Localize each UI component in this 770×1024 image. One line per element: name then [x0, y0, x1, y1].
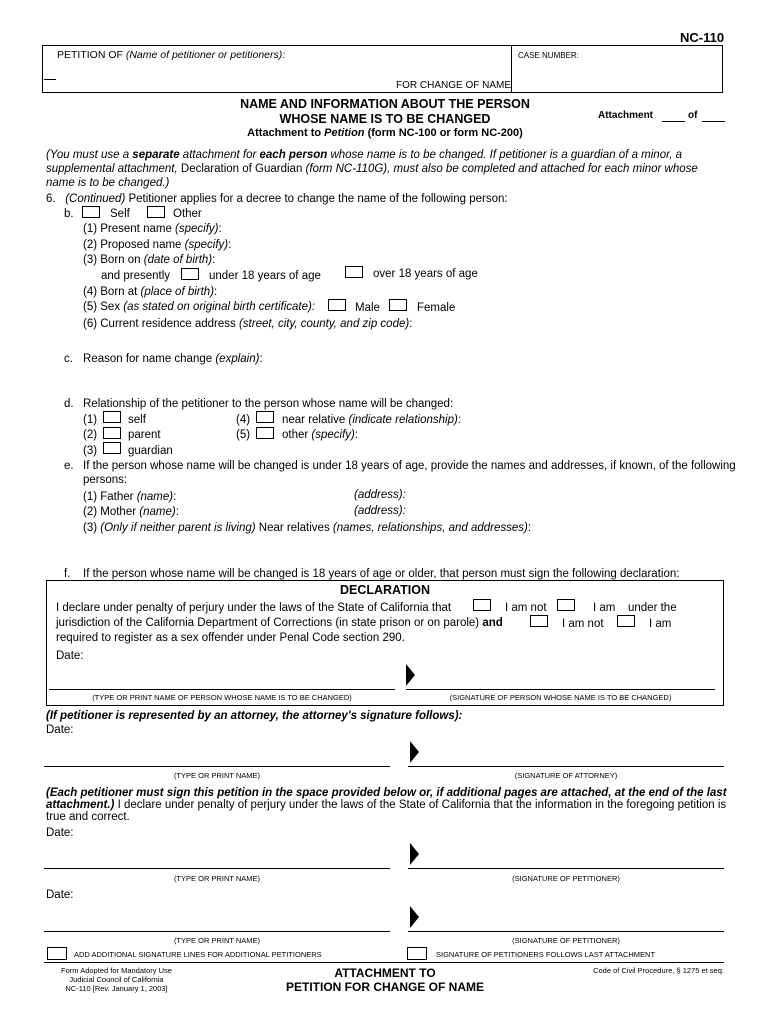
footer-adopted-2: Judicial Council of California	[69, 975, 164, 984]
male-checkbox[interactable]	[328, 299, 346, 311]
item-c-label: c.	[64, 353, 73, 365]
footer-adopted-3: NC-110 [Rev. January 1, 2003]	[65, 984, 168, 993]
father-label: (1) Father (name):	[83, 491, 177, 503]
declaration-am-checkbox-2[interactable]	[617, 615, 635, 627]
attachment-number-field[interactable]	[662, 121, 685, 122]
residence-label: (6) Current residence address (street, city, county, and zip code):	[83, 318, 413, 330]
footer-adopted-1: Form Adopted for Mandatory Use	[61, 966, 172, 975]
add-signature-lines-label: ADD ADDITIONAL SIGNATURE LINES FOR ADDITIONAL PETITIONERS	[74, 950, 322, 959]
rel-guardian-label: guardian	[128, 445, 173, 457]
declaration-am-not-checkbox-2[interactable]	[530, 615, 548, 627]
attorney-date-label: Date:	[46, 724, 74, 736]
attorney-name-line[interactable]	[44, 766, 390, 767]
footer-code: Code of Civil Procedure, § 1275 et seq.	[593, 966, 724, 975]
declaration-am-label-1: I am	[593, 602, 616, 614]
instructions-line1: (You must use a separate attachment for each person whose name is to be changed. If petitioner is a guardian of a minor, a	[46, 149, 683, 161]
declaration-date-label: Date:	[56, 650, 84, 662]
under-18-label: under 18 years of age	[209, 270, 321, 282]
female-checkbox[interactable]	[389, 299, 407, 311]
footer-title-2: PETITION FOR CHANGE OF NAME	[286, 980, 484, 994]
rel-parent-checkbox[interactable]	[103, 427, 121, 439]
item-f-label: f.	[64, 568, 71, 580]
rel3-num: (3)	[83, 445, 98, 457]
other-label: Other	[173, 208, 202, 220]
mother-address-label: (address):	[354, 505, 406, 517]
declaration-line1: I declare under penalty of perjury under the laws of the State of California that	[56, 602, 452, 614]
petitioner-date-label-1: Date:	[46, 827, 74, 839]
declaration-am-not-label-2: I am not	[562, 618, 604, 630]
rel5-num: (5)	[236, 429, 251, 441]
footer-rule	[44, 962, 724, 963]
item-d-label: d.	[64, 398, 74, 410]
petitioner-signature-caption-2: (SIGNATURE OF PETITIONER)	[512, 936, 620, 945]
item-b-label: b.	[64, 208, 74, 220]
attorney-heading: (If petitioner is represented by an attorney, the attorney's signature follows):	[46, 710, 463, 722]
rel2-num: (2)	[83, 429, 98, 441]
rel-guardian-checkbox[interactable]	[103, 442, 121, 454]
male-label: Male	[355, 302, 380, 314]
petitioner-signature-line-2[interactable]	[408, 931, 724, 932]
rel-other-checkbox[interactable]	[256, 427, 274, 439]
declaration-line2: jurisdiction of the California Department of Corrections (in state prison or on parole) and	[56, 617, 503, 629]
sign-here-arrow-icon	[406, 664, 415, 686]
instructions-line2: supplemental attachment, Declaration of Guardian (form NC-110G), must also be completed and attached for each minor whose	[46, 163, 698, 175]
petitioner-signature-line-1[interactable]	[408, 868, 724, 869]
sex-label: (5) Sex (as stated on original birth certificate):	[83, 301, 316, 313]
other-checkbox[interactable]	[147, 206, 165, 218]
declaration-am-not-label-1: I am not	[505, 602, 547, 614]
declaration-am-checkbox-1[interactable]	[557, 599, 575, 611]
item-f-text: If the person whose name will be changed is 18 years of age or older, that person must sign the following declaration:	[83, 568, 680, 580]
reason-label: Reason for name change (explain):	[83, 353, 263, 365]
over-18-label: over 18 years of age	[373, 268, 478, 280]
caption-dash	[44, 79, 56, 80]
born-on-label: (3) Born on (date of birth):	[83, 254, 216, 266]
title-line2: WHOSE NAME IS TO BE CHANGED	[279, 112, 491, 126]
declaration-signature-line[interactable]	[406, 689, 715, 690]
present-name-label: (1) Present name (specify):	[83, 223, 222, 235]
proposed-name-label: (2) Proposed name (specify):	[83, 239, 232, 251]
petition-of-label: PETITION OF (Name of petitioner or petitioners):	[57, 49, 286, 61]
petitioner-name-line-1[interactable]	[44, 868, 390, 869]
footer-title-1: ATTACHMENT TO	[334, 966, 436, 980]
self-label: Self	[110, 208, 130, 220]
rel-near-relative-label: near relative (indicate relationship):	[282, 414, 461, 426]
declaration-title: DECLARATION	[339, 583, 431, 597]
item-e-text2: persons:	[83, 474, 128, 486]
petitioner-sign-arrow-icon-1	[410, 843, 419, 865]
signature-follows-checkbox[interactable]	[407, 947, 427, 960]
case-number-label: CASE NUMBER:	[518, 51, 579, 60]
mother-label: (2) Mother (name):	[83, 506, 179, 518]
caption-divider	[511, 45, 512, 93]
petitioner-name-caption-1: (TYPE OR PRINT NAME)	[173, 874, 261, 883]
add-signature-lines-checkbox[interactable]	[47, 947, 67, 960]
declaration-name-caption: (TYPE OR PRINT NAME OF PERSON WHOSE NAME IS TO BE CHANGED)	[92, 693, 352, 702]
attachment-label: Attachment	[598, 110, 654, 121]
declaration-name-line[interactable]	[49, 689, 395, 690]
of-label: of	[688, 110, 698, 121]
declaration-am-label-2: I am	[649, 618, 672, 630]
attachment-total-field[interactable]	[702, 121, 725, 122]
petitioner-heading3: true and correct.	[46, 811, 130, 823]
signature-follows-label: SIGNATURE OF PETITIONERS FOLLOWS LAST ATTACHMENT	[436, 950, 656, 959]
item-e-label: e.	[64, 460, 74, 472]
for-change-label: FOR CHANGE OF NAME	[396, 80, 512, 91]
rel1-num: (1)	[83, 414, 98, 426]
attorney-signature-line[interactable]	[408, 766, 724, 767]
under-18-checkbox[interactable]	[181, 268, 199, 280]
declaration-signature-caption: (SIGNATURE OF PERSON WHOSE NAME IS TO BE CHANGED)	[449, 693, 672, 702]
declaration-under-the: under the	[628, 602, 677, 614]
rel-near-relative-checkbox[interactable]	[256, 411, 274, 423]
declaration-line3: required to register as a sex offender under Penal Code section 290.	[56, 632, 405, 644]
petitioner-heading2: attachment.) I declare under penalty of perjury under the laws of the State of California that the information in the foregoing petition is	[46, 799, 727, 811]
relationship-label: Relationship of the petitioner to the person whose name will be changed:	[83, 398, 454, 410]
and-presently-label: and presently	[101, 270, 171, 282]
form-id: NC-110	[680, 30, 725, 45]
born-at-label: (4) Born at (place of birth):	[83, 286, 218, 298]
declaration-am-not-checkbox-1[interactable]	[473, 599, 491, 611]
near-relatives-label: (3) (Only if neither parent is living) Near relatives (names, relationships, and addresses):	[83, 522, 532, 534]
attorney-signature-caption: (SIGNATURE OF ATTORNEY)	[514, 771, 618, 780]
title-attachment: Attachment to Petition (form NC-100 or form NC-200)	[247, 127, 523, 139]
rel-parent-label: parent	[128, 429, 161, 441]
self-checkbox[interactable]	[82, 206, 100, 218]
attorney-sign-arrow-icon	[410, 741, 419, 763]
petitioner-signature-caption-1: (SIGNATURE OF PETITIONER)	[512, 874, 620, 883]
rel-other-label: other (specify):	[282, 429, 359, 441]
petitioner-name-caption-2: (TYPE OR PRINT NAME)	[173, 936, 261, 945]
item6-heading: 6. (Continued) Petitioner applies for a decree to change the name of the following person:	[46, 193, 508, 205]
instructions-line3: name is to be changed.)	[46, 177, 170, 189]
rel4-num: (4)	[236, 414, 251, 426]
over-18-checkbox[interactable]	[345, 266, 363, 278]
petitioner-name-line-2[interactable]	[44, 931, 390, 932]
rel-self-checkbox[interactable]	[103, 411, 121, 423]
item-e-text1: If the person whose name will be changed is under 18 years of age, provide the names and addresses, if known, of the following	[83, 460, 736, 472]
attorney-name-caption: (TYPE OR PRINT NAME)	[173, 771, 261, 780]
petitioner-date-label-2: Date:	[46, 889, 74, 901]
title-line1: NAME AND INFORMATION ABOUT THE PERSON	[240, 97, 530, 111]
father-address-label: (address):	[354, 489, 406, 501]
female-label: Female	[417, 302, 456, 314]
rel-self-label: self	[128, 414, 146, 426]
petitioner-heading1: (Each petitioner must sign this petition in the space provided below or, if additional pages are attached, at the end of the last	[46, 787, 727, 799]
petitioner-sign-arrow-icon-2	[410, 906, 419, 928]
